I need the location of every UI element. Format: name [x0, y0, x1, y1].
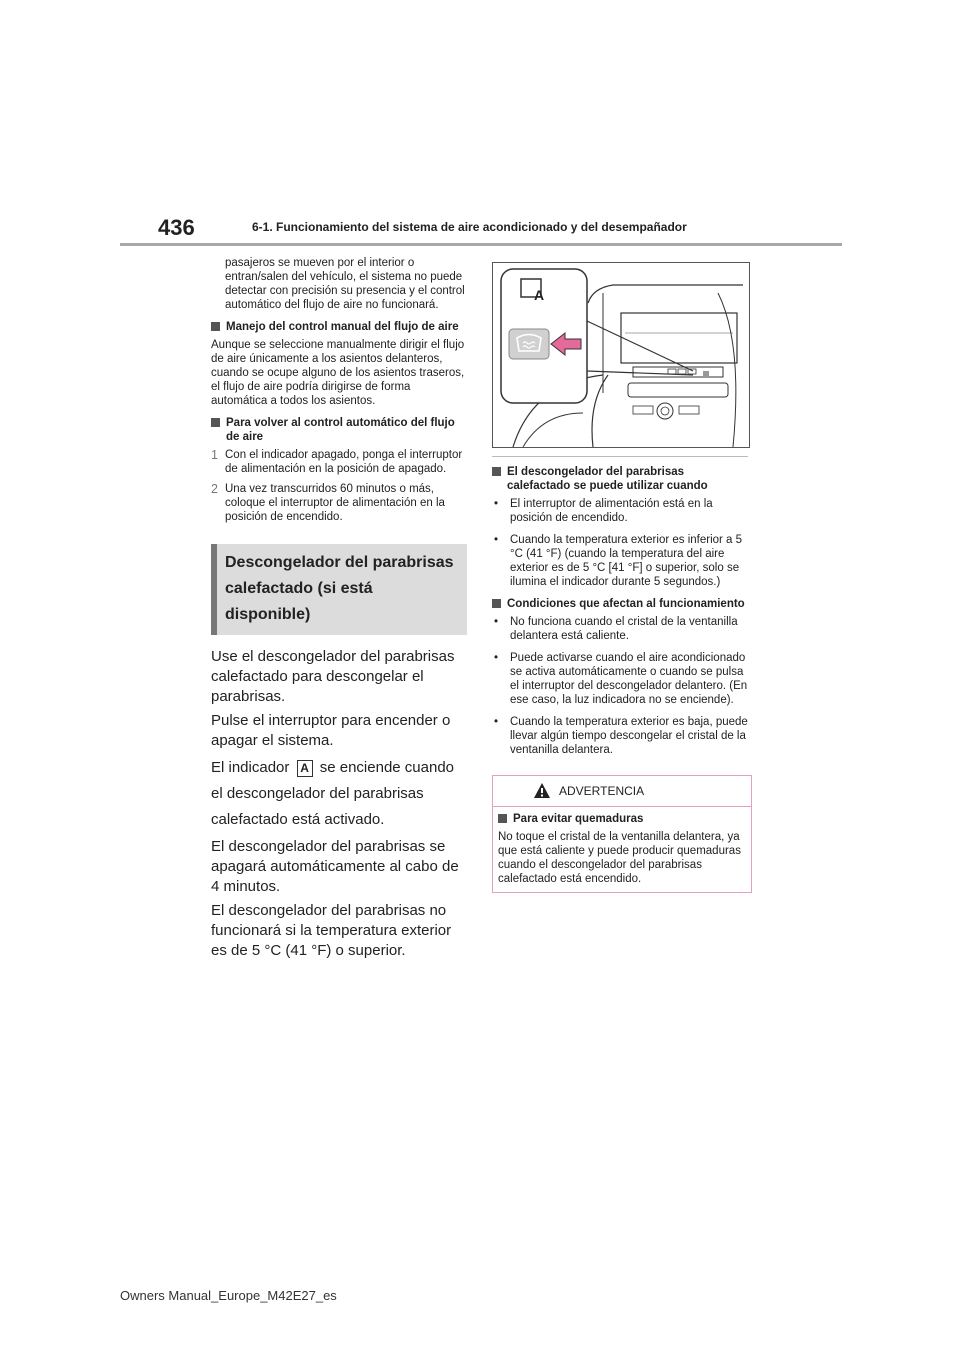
intro-paragraph: pasajeros se mueven por el interior o entran/salen del vehículo, el sistema no puede detectar con precisión su presencia y el control automático del flujo de aire no funcionará. [225, 257, 465, 311]
usable-heading [492, 465, 750, 493]
warning-box [492, 775, 752, 893]
warning-title: ADVERTENCIA [559, 784, 645, 798]
list-item-text: El interruptor de alimentación está en la posición de encendido. [510, 498, 713, 524]
indicator-paragraph [211, 755, 467, 833]
chapter-title: 6-1. Funcionamiento del sistema de aire acondicionado y del desempañador [252, 220, 687, 234]
warning-heading-text: Para evitar quemaduras [513, 813, 644, 825]
usable-heading-text: El descongelador del parabrisas calefactado se puede utilizar cuando [507, 466, 708, 492]
warning-header [493, 776, 751, 807]
conditions-heading [492, 597, 750, 611]
section-title-line1: Descongelador del parabrisas [225, 554, 454, 571]
step-item [211, 482, 467, 524]
warning-triangle-icon [533, 782, 551, 799]
list-item [492, 533, 750, 589]
dashboard-illustration [492, 262, 750, 448]
section-title-line2: calefactado (si está disponible) [225, 580, 373, 623]
bullet-dot: • [494, 616, 499, 628]
bullet-dot: • [494, 652, 499, 664]
section-title-box [211, 544, 467, 635]
manual-control-heading [211, 320, 467, 334]
list-item-text: Cuando la temperatura exterior es inferior a 5 °C (41 °F) (cuando la temperatura del aire exterior es de 5 °C [41 °F] o superior, solo se ilumina el indicador durante 5 segundos.) [510, 534, 743, 588]
body-paragraph: El descongelador del parabrisas se apagará automáticamente al cabo de 4 minutos. [211, 838, 459, 895]
warning-text: No toque el cristal de la ventanilla delantera, ya que está caliente y puede producir quemaduras cuando el descongelador del parabrisas calefactado está encendido. [498, 831, 741, 885]
square-bullet-icon [211, 322, 220, 331]
list-item-text: Puede activarse cuando el aire acondicionado se activa automáticamente o cuando se pulsa el interruptor del descongelador delantero. (En ese caso, la luz indicadora no se enciende). [510, 652, 748, 706]
indicator-label-box: A [297, 760, 313, 777]
warning-body [493, 807, 751, 892]
bullet-dot: • [494, 534, 499, 546]
body-paragraph: Use el descongelador del parabrisas calefactado para descongelar el parabrisas. [211, 648, 455, 705]
list-item [492, 651, 750, 707]
bullet-dot: • [494, 498, 499, 510]
bullet-dot: • [494, 716, 499, 728]
right-column [492, 262, 750, 893]
step-text: Con el indicador apagado, ponga el interruptor de alimentación en la posición de apagado. [225, 449, 463, 475]
warning-heading [498, 812, 746, 826]
footer-text: Owners Manual_Europe_M42E27_es [120, 1288, 337, 1303]
square-bullet-icon [211, 418, 220, 427]
list-item [492, 715, 750, 757]
conditions-heading-text: Condiciones que afectan al funcionamiento [507, 598, 745, 610]
list-item-text: Cuando la temperatura exterior es baja, puede llevar algún tiempo descongelar el cristal de la ventanilla delantera. [510, 716, 748, 756]
manual-control-heading-text: Manejo del control manual del flujo de aire [226, 321, 459, 333]
body-paragraph: Pulse el interruptor para encender o apagar el sistema. [211, 712, 451, 749]
left-column [211, 256, 467, 965]
step-number: 2 [211, 482, 218, 496]
page-number: 436 [158, 215, 195, 240]
step-item [211, 448, 467, 476]
auto-control-heading-text: Para volver al control automático del flujo de aire [226, 417, 455, 443]
header-divider [120, 243, 842, 246]
indicator-text-before: El indicador [211, 759, 290, 776]
list-item [492, 497, 750, 525]
manual-control-text: Aunque se seleccione manualmente dirigir el flujo de aire únicamente a los asientos delanteros, cuando se ocupe alguno de los asientos traseros, el flujo de aire podría dirigirse de forma automática a todos los asientos. [211, 339, 465, 407]
body-paragraph: El descongelador del parabrisas no funcionará si la temperatura exterior es de 5 °C (41 °F) o superior. [211, 902, 452, 959]
step-number: 1 [211, 448, 218, 462]
square-bullet-icon [492, 467, 501, 476]
list-item-text: No funciona cuando el cristal de la ventanilla delantera está caliente. [510, 616, 738, 642]
square-bullet-icon [492, 599, 501, 608]
step-text: Una vez transcurridos 60 minutos o más, coloque el interruptor de alimentación en la posición de encendido. [225, 483, 445, 523]
indicator-text-after: se enciende cuando el descongelador del parabrisas calefactado está activado. [211, 759, 455, 828]
auto-control-heading [211, 416, 467, 444]
figure-label-a: A [533, 287, 545, 303]
figure-divider [492, 456, 748, 457]
square-bullet-icon [498, 814, 507, 823]
list-item [492, 615, 750, 643]
